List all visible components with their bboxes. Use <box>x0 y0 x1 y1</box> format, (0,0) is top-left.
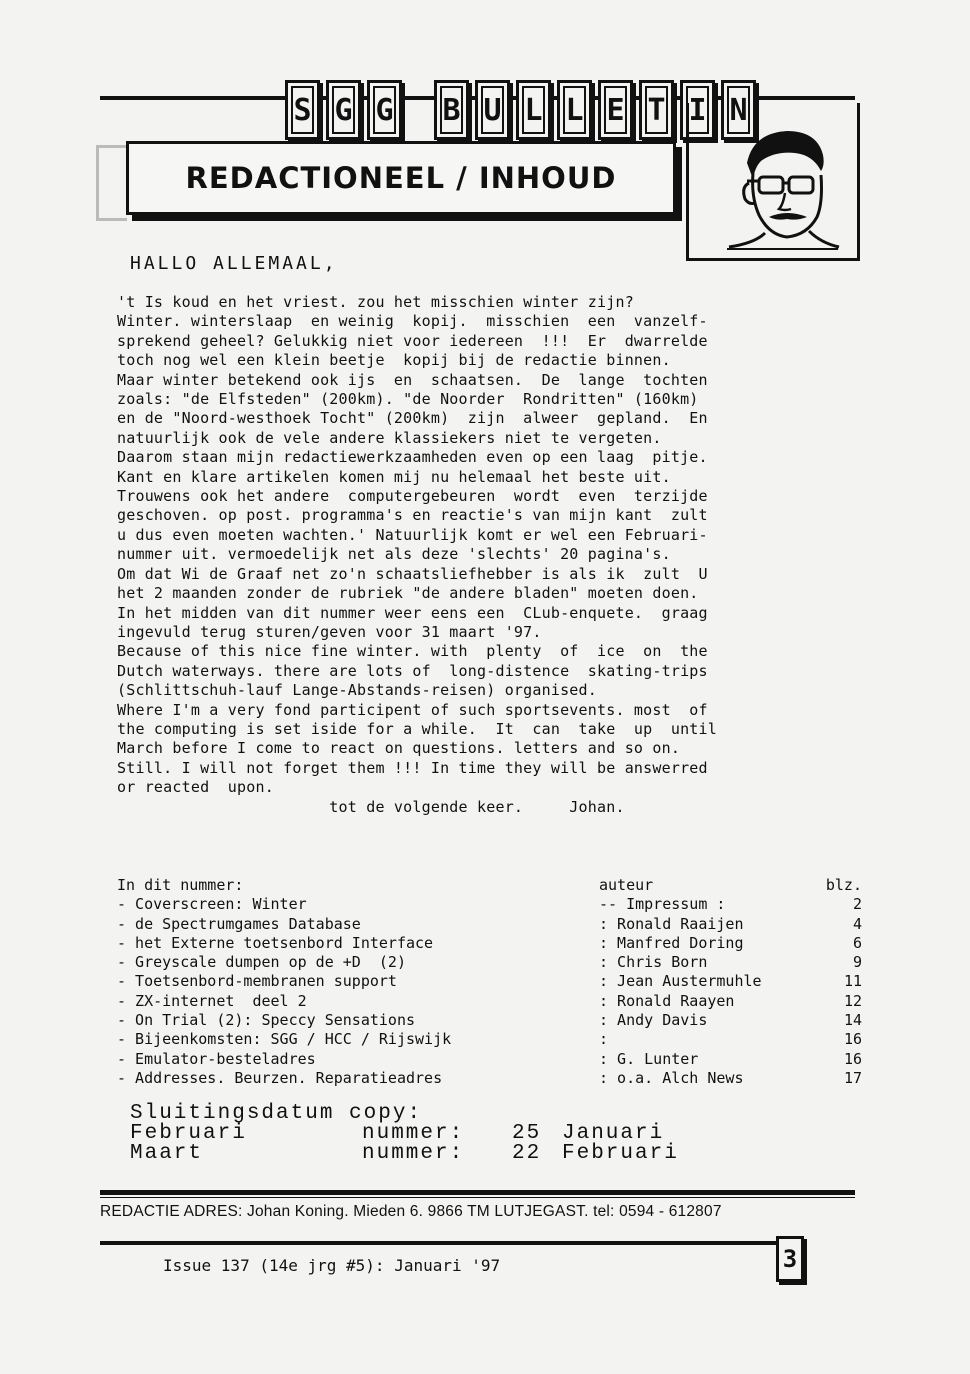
text-line: sprekend geheel? Gelukkig niet voor iedereen !!! Er dwarrelde <box>117 331 708 350</box>
article-title: - het Externe toetsenbord Interface <box>117 933 434 952</box>
article-title: - de Spectrumgames Database <box>117 914 361 933</box>
masthead-letter: N <box>721 80 756 140</box>
masthead-letter: T <box>639 80 674 140</box>
text-line: Because of this nice fine winter. with plenty of ice on the <box>117 642 708 661</box>
section-title: REDACTIONEEL / INHOUD <box>185 161 617 195</box>
article-author: : G. Lunter <box>599 1049 699 1068</box>
author-heading: auteur <box>599 876 654 894</box>
text-line: Still. I will not forget them !!! In time they will be answerred <box>117 758 708 777</box>
masthead-letter: I <box>680 80 715 140</box>
text-line: natuurlijk ook de vele andere klassiekers niet te vergeten. <box>117 428 662 447</box>
text-line: Where I'm a very fond participent of such sportsevents. most of <box>117 700 708 719</box>
masthead-letter: S <box>285 80 320 140</box>
text-line: zoals: "de Elfsteden" (200km). "de Noorder Rondritten" (160km) <box>117 390 699 409</box>
article-author: : Manfred Doring <box>599 933 744 952</box>
masthead-letter: B <box>434 80 469 140</box>
article-title: - Toetsenbord-membranen support <box>117 972 397 991</box>
deadline-month: Februari <box>562 1142 679 1165</box>
masthead-letter: L <box>516 80 551 140</box>
masthead-letter: L <box>557 80 592 140</box>
text-line: nummer uit. vermoedelijk net als deze 'slechts' 20 pagina's. <box>117 545 671 564</box>
article-author: : Ronald Raayen <box>599 991 735 1010</box>
contents-row <box>117 1011 862 1030</box>
deadline-month: Januari <box>562 1122 665 1145</box>
contents-row <box>117 934 862 953</box>
contents-row <box>117 1069 862 1088</box>
page-number: 3 <box>776 1236 804 1282</box>
page-heading: blz. <box>825 876 862 894</box>
text-line: geschoven. op post. programma's en reactie's van mijn kant zult <box>117 506 708 525</box>
article-author: : o.a. Alch News <box>599 1068 744 1087</box>
article-page: 4 <box>852 914 862 933</box>
article-author: : Andy Davis <box>599 1011 708 1030</box>
text-line: Daarom staan mijn redactiewerkzaamheden even op een laag pitje. <box>117 448 708 467</box>
text-line: het 2 maanden zonder de rubriek "de andere bladen" moeten doen. <box>117 584 699 603</box>
bleed-through-frame <box>96 145 127 221</box>
editor-portrait-icon <box>725 125 840 250</box>
article-author: : Chris Born <box>599 953 708 972</box>
deadline-row <box>130 1144 679 1164</box>
article-page: 12 <box>843 991 862 1010</box>
deadline-heading: Sluitingsdatum copy: <box>130 1102 423 1125</box>
masthead-letter: E <box>598 80 633 140</box>
footer-rule-lower <box>100 1241 776 1245</box>
text-line: tot de volgende keer. Johan. <box>117 797 625 816</box>
article-page: 14 <box>843 1011 862 1030</box>
contents-heading: In dit nummer: <box>117 876 244 894</box>
copy-deadline <box>130 1104 679 1164</box>
article-title: - Greyscale dumpen op de +D (2) <box>117 953 406 972</box>
text-line: en de "Noord-westhoek Tocht" (200km) zijn alweer gepland. En <box>117 409 708 428</box>
text-line: ingevuld terug sturen/geven voor 31 maart '97. <box>117 622 542 641</box>
editorial-text <box>117 293 862 817</box>
article-author: : Ronald Raaijen <box>599 914 744 933</box>
article-page: 16 <box>843 1030 862 1049</box>
contents-row <box>117 1050 862 1069</box>
article-author: -- Impressum : <box>599 895 726 914</box>
text-line: Kant en klare artikelen komen mij nu helemaal het beste uit. <box>117 467 671 486</box>
text-line: March before I come to react on questions. letters and so on. <box>117 739 681 758</box>
issue-month: Februari <box>130 1122 247 1145</box>
greeting: HALLO ALLEMAAL, <box>130 253 338 274</box>
deadline-label: nummer: <box>362 1142 465 1165</box>
text-line: or reacted upon. <box>117 778 274 797</box>
contents-table <box>117 876 862 1088</box>
article-title: - Bijeenkomsten: SGG / HCC / Rijswijk <box>117 1030 452 1049</box>
contents-row <box>117 972 862 991</box>
masthead-letter: G <box>367 80 402 140</box>
text-line: u dus even moeten wachten.' Natuurlijk komt er wel een Februari- <box>117 525 708 544</box>
issue-month: Maart <box>130 1142 204 1165</box>
contents-row <box>117 992 862 1011</box>
footer-rule-thin <box>100 1197 855 1198</box>
footer-rule <box>100 1190 855 1195</box>
contents-row <box>117 915 862 934</box>
text-line: 't Is koud en het vriest. zou het misschien winter zijn? <box>117 293 634 311</box>
article-page: 11 <box>843 972 862 991</box>
article-title: - Coverscreen: Winter <box>117 895 307 914</box>
deadline-row <box>130 1124 679 1144</box>
article-author: : <box>599 1030 609 1049</box>
article-page: 17 <box>843 1068 862 1087</box>
contents-row <box>117 1030 862 1049</box>
deadline-day: 22 <box>512 1142 542 1165</box>
article-title: - On Trial (2): Speccy Sensations <box>117 1011 416 1030</box>
text-line: the computing is set iside for a while. It can take up until <box>117 719 717 738</box>
text-line: Dutch waterways. there are lots of long-distence skating-trips <box>117 661 708 680</box>
article-author: : Jean Austermuhle <box>599 972 762 991</box>
section-title-box <box>126 141 676 215</box>
article-page: 2 <box>852 895 862 914</box>
article-page: 6 <box>852 933 862 952</box>
contents-row <box>117 895 862 914</box>
contents-row <box>117 953 862 972</box>
article-page: 16 <box>843 1049 862 1068</box>
text-line: Trouwens ook het andere computergebeuren wordt even terzijde <box>117 487 708 506</box>
text-line: Winter. winterslaap en weinig kopij. misschien een vanzelf- <box>117 312 708 331</box>
text-line: In het midden van dit nummer weer eens een CLub-enquete. graag <box>117 603 708 622</box>
deadline-day: 25 <box>512 1122 542 1145</box>
deadline-label: nummer: <box>362 1122 465 1145</box>
editorial-address: REDACTIE ADRES: Johan Koning. Mieden 6. 9866 TM LUTJEGAST. tel: 0594 - 612807 <box>100 1203 722 1220</box>
contents-header-row <box>117 876 862 895</box>
issue-info: Issue 137 (14e jrg #5): Januari '97 <box>163 1256 501 1275</box>
text-line: Om dat Wi de Graaf net zo'n schaatsliefhebber is als ik zult U <box>117 564 708 583</box>
text-line: toch nog wel een klein beetje kopij bij de redactie binnen. <box>117 351 671 370</box>
text-line: Maar winter betekend ook ijs en schaatsen. De lange tochten <box>117 370 708 389</box>
text-line: (Schlittschuh-lauf Lange-Abstands-reisen) organised. <box>117 681 597 700</box>
article-title: - ZX-internet deel 2 <box>117 991 307 1010</box>
article-page: 9 <box>852 953 862 972</box>
article-title: - Emulator-besteladres <box>117 1049 316 1068</box>
masthead-letter: G <box>326 80 361 140</box>
masthead-letter: U <box>475 80 510 140</box>
article-title: - Addresses. Beurzen. Reparatieadres <box>117 1068 443 1087</box>
